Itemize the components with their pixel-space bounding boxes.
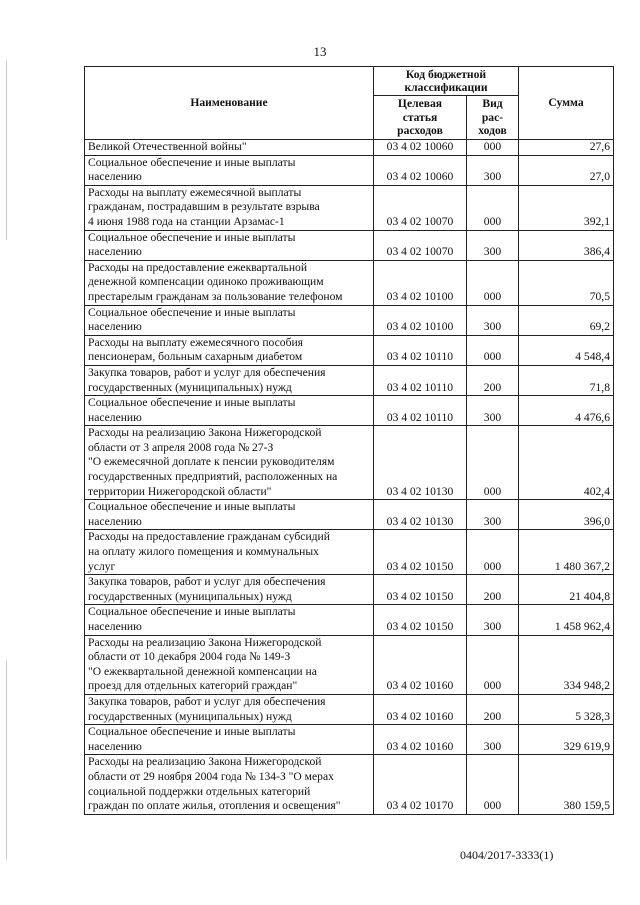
row-name-cell: Социальное обеспечение и иные выплаты населению [85, 230, 374, 260]
row-code-cell: 03 4 02 10070 [374, 230, 467, 260]
left-margin-mark-bottom [6, 660, 7, 860]
row-kind-cell: 200 [467, 694, 519, 724]
row-code-cell: 03 4 02 10100 [374, 260, 467, 305]
row-kind-cell: 300 [467, 725, 519, 755]
row-kind-cell: 000 [467, 635, 519, 694]
table-row [85, 230, 614, 260]
row-sum-cell: 396,0 [519, 500, 614, 530]
row-kind-cell: 000 [467, 260, 519, 305]
row-kind-cell: 000 [467, 335, 519, 365]
row-name-cell: Великой Отечественной войны" [85, 140, 374, 156]
row-name-cell: Расходы на выплату ежемесячной выплаты гражданам, пострадавшим в результате взрыва 4 июня 1988 года на станции Арзамас-1 [85, 185, 374, 230]
row-name-cell: Социальное обеспечение и иные выплаты населению [85, 500, 374, 530]
table-row [85, 575, 614, 605]
row-code-cell: 03 4 02 10160 [374, 694, 467, 724]
row-sum-cell: 392,1 [519, 185, 614, 230]
row-kind-cell: 000 [467, 140, 519, 156]
row-code-cell: 03 4 02 10060 [374, 155, 467, 185]
row-code-cell: 03 4 02 10170 [374, 755, 467, 814]
row-kind-cell: 300 [467, 230, 519, 260]
row-sum-cell: 1 458 962,4 [519, 605, 614, 635]
row-name-cell: Расходы на выплату ежемесячного пособия пенсионерам, больным сахарным диабетом [85, 335, 374, 365]
table-row [85, 755, 614, 814]
header-code: Целевая статья расходов [374, 96, 467, 140]
header-code-group: Код бюджетной классификации [374, 67, 519, 96]
row-kind-cell: 300 [467, 500, 519, 530]
row-name-cell: Социальное обеспечение и иные выплаты населению [85, 305, 374, 335]
table-row [85, 500, 614, 530]
row-sum-cell: 70,5 [519, 260, 614, 305]
row-sum-cell: 334 948,2 [519, 635, 614, 694]
row-kind-cell: 000 [467, 185, 519, 230]
row-sum-cell: 21 404,8 [519, 575, 614, 605]
row-code-cell: 03 4 02 10110 [374, 396, 467, 426]
row-kind-cell: 000 [467, 755, 519, 814]
row-code-cell: 03 4 02 10100 [374, 305, 467, 335]
row-sum-cell: 329 619,9 [519, 725, 614, 755]
row-kind-cell: 300 [467, 305, 519, 335]
row-code-cell: 03 4 02 10070 [374, 185, 467, 230]
table-row [85, 155, 614, 185]
row-sum-cell: 386,4 [519, 230, 614, 260]
row-name-cell: Расходы на предоставление ежеквартальной денежной компенсации одиноко проживающим престарелым гражданам за пользование телефоном [85, 260, 374, 305]
row-sum-cell: 380 159,5 [519, 755, 614, 814]
row-sum-cell: 27,0 [519, 155, 614, 185]
row-sum-cell: 27,6 [519, 140, 614, 156]
page-number: 13 [313, 44, 327, 59]
row-code-cell: 03 4 02 10130 [374, 426, 467, 500]
header-name: Наименование [85, 67, 374, 140]
left-margin-mark-top [6, 60, 7, 240]
table-row [85, 725, 614, 755]
row-sum-cell: 402,4 [519, 426, 614, 500]
row-name-cell: Закупка товаров, работ и услуг для обеспечения государственных (муниципальных) нужд [85, 575, 374, 605]
row-code-cell: 03 4 02 10150 [374, 530, 467, 575]
row-sum-cell: 71,8 [519, 365, 614, 395]
table-row [85, 365, 614, 395]
table-row [85, 605, 614, 635]
row-kind-cell: 300 [467, 155, 519, 185]
row-name-cell: Социальное обеспечение и иные выплаты населению [85, 155, 374, 185]
row-name-cell: Социальное обеспечение и иные выплаты населению [85, 725, 374, 755]
table-row [85, 140, 614, 156]
budget-table [84, 66, 614, 815]
row-code-cell: 03 4 02 10150 [374, 605, 467, 635]
row-code-cell: 03 4 02 10130 [374, 500, 467, 530]
table-row [85, 426, 614, 500]
row-code-cell: 03 4 02 10060 [374, 140, 467, 156]
table-row [85, 635, 614, 694]
row-code-cell: 03 4 02 10150 [374, 575, 467, 605]
row-code-cell: 03 4 02 10160 [374, 635, 467, 694]
row-name-cell: Закупка товаров, работ и услуг для обеспечения государственных (муниципальных) нужд [85, 365, 374, 395]
row-sum-cell: 1 480 367,2 [519, 530, 614, 575]
row-code-cell: 03 4 02 10110 [374, 365, 467, 395]
table-header [85, 67, 614, 140]
row-sum-cell: 69,2 [519, 305, 614, 335]
row-sum-cell: 5 328,3 [519, 694, 614, 724]
table-row [85, 260, 614, 305]
table-row [85, 305, 614, 335]
row-sum-cell: 4 476,6 [519, 396, 614, 426]
document-code: 0404/2017-3333(1) [460, 848, 554, 862]
row-kind-cell: 200 [467, 365, 519, 395]
table-row [85, 335, 614, 365]
table-row [85, 185, 614, 230]
table-body [85, 140, 614, 815]
table-row [85, 530, 614, 575]
header-kind: Вид рас- ходов [467, 96, 519, 140]
row-code-cell: 03 4 02 10160 [374, 725, 467, 755]
row-kind-cell: 000 [467, 426, 519, 500]
table-row [85, 694, 614, 724]
row-name-cell: Расходы на предоставление гражданам субсидий на оплату жилого помещения и коммунальных услуг [85, 530, 374, 575]
row-kind-cell: 200 [467, 575, 519, 605]
row-kind-cell: 000 [467, 530, 519, 575]
row-name-cell: Социальное обеспечение и иные выплаты населению [85, 605, 374, 635]
table-row [85, 396, 614, 426]
row-sum-cell: 4 548,4 [519, 335, 614, 365]
row-name-cell: Расходы на реализацию Закона Нижегородской области от 10 декабря 2004 года № 149-З "О ежеквартальной денежной компенсации на проезд для отдельных категорий граждан" [85, 635, 374, 694]
row-name-cell: Закупка товаров, работ и услуг для обеспечения государственных (муниципальных) нужд [85, 694, 374, 724]
row-name-cell: Расходы на реализацию Закона Нижегородской области от 3 апреля 2008 года № 27-З "О ежемесячной доплате к пенсии руководителям государственных предприятий, расположенных на территории Нижегородской области" [85, 426, 374, 500]
row-kind-cell: 300 [467, 605, 519, 635]
header-sum: Сумма [519, 67, 614, 140]
row-code-cell: 03 4 02 10110 [374, 335, 467, 365]
row-name-cell: Социальное обеспечение и иные выплаты населению [85, 396, 374, 426]
row-kind-cell: 300 [467, 396, 519, 426]
row-name-cell: Расходы на реализацию Закона Нижегородской области от 29 ноября 2004 года № 134-З "О мерах социальной поддержки отдельных категорий граждан по оплате жилья, отопления и освещения" [85, 755, 374, 814]
